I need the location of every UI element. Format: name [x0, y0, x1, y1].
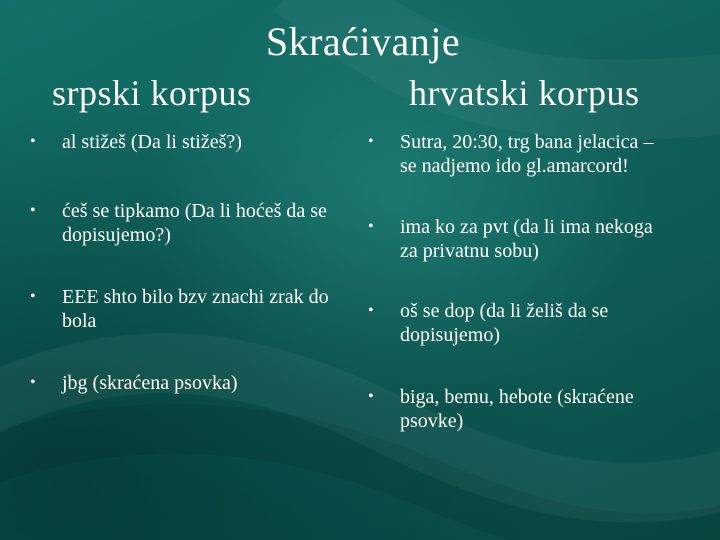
bullet-icon: • [30, 133, 36, 150]
bullet-icon: • [368, 218, 374, 235]
bullet-icon: • [30, 202, 36, 219]
list-item [368, 299, 668, 347]
list-item [368, 130, 668, 178]
slide-title: Skraćivanje [265, 19, 461, 64]
left-column-heading: srpski korpus [52, 73, 252, 113]
bullet-text: oš se dop (da li želiš da se dopisujemo) [400, 300, 609, 346]
right-bullet-list [368, 130, 668, 471]
bullet-icon: • [368, 133, 374, 150]
bullet-icon: • [368, 388, 374, 405]
list-item [30, 130, 350, 154]
bullet-text: Sutra, 20:30, trg bana jelacica – se nadjemo ido gl.amarcord! [400, 131, 654, 177]
bullet-text: jbg (skraćena psovka) [62, 372, 238, 394]
bullet-text: ima ko za pvt (da li ima nekoga za privatnu sobu) [400, 216, 653, 262]
bullet-text: EEE shto bilo bzv znachi zrak do bola [62, 286, 329, 332]
right-column-heading: hrvatski korpus [409, 73, 640, 113]
bullet-icon: • [30, 374, 36, 391]
bullet-icon: • [30, 288, 36, 305]
list-item [30, 371, 350, 395]
bullet-text: al stižeš (Da li stižeš?) [62, 131, 242, 153]
list-item [368, 385, 668, 433]
list-item [30, 285, 350, 333]
list-item [30, 199, 350, 247]
bullet-text: biga, bemu, hebote (skraćene psovke) [400, 386, 634, 432]
bullet-icon: • [368, 302, 374, 319]
left-bullet-list [30, 130, 350, 429]
bullet-text: ćeš se tipkamo (Da li hoćeš da se dopisujemo?) [62, 200, 327, 246]
list-item [368, 215, 668, 263]
